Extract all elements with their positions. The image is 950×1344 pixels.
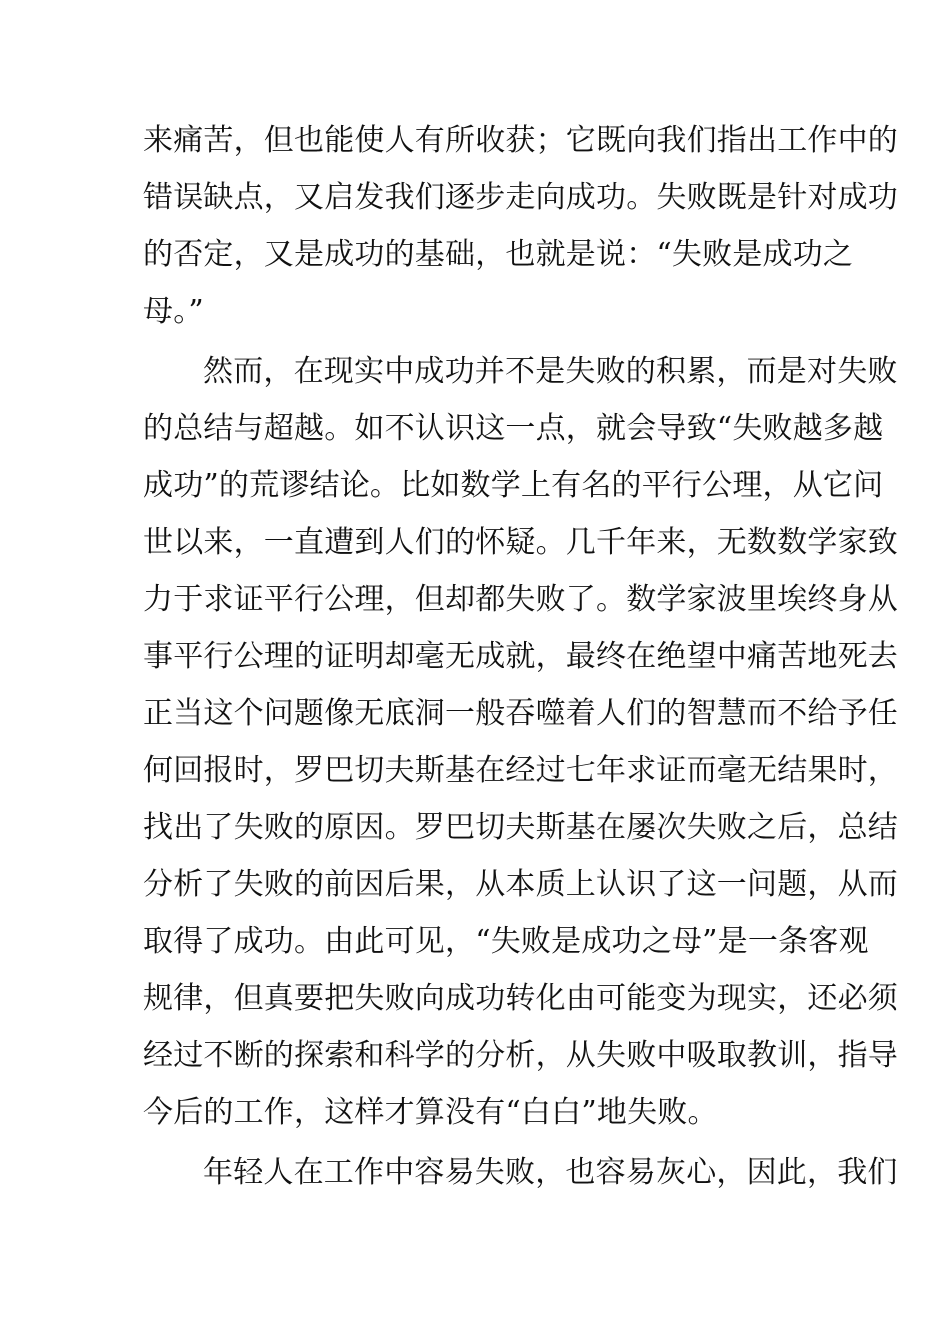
text-line: 何回报时，罗巴切夫斯基在经过七年求证而毫无结果时， [143, 753, 898, 788]
text-line: 来痛苦，但也能使人有所收获；它既向我们指出工作中的 [143, 123, 898, 158]
text-line: 正当这个问题像无底洞一般吞噬着人们的智慧而不给予任 [143, 696, 898, 731]
text-line: 世以来，一直遭到人们的怀疑。几千年来，无数数学家致 [143, 525, 898, 560]
text-line: 取得了成功。由此可见，“失败是成功之母”是一条客观 [143, 924, 869, 959]
text-line: 力于求证平行公理，但却都失败了。数学家波里埃终身从 [143, 582, 898, 617]
text-line: 的否定，又是成功的基础，也就是说：“失败是成功之 [143, 237, 854, 272]
text-line: 分析了失败的前因后果，从本质上认识了这一问题，从而 [143, 867, 898, 902]
text-line: 规律，但真要把失败向成功转化由可能变为现实，还必须 [143, 981, 898, 1016]
text-line: 错误缺点，又启发我们逐步走向成功。失败既是针对成功 [143, 180, 898, 215]
paragraph-first-line: 年轻人在工作中容易失败，也容易灰心，因此，我们 [203, 1155, 898, 1190]
text-line: 成功”的荒谬结论。比如数学上有名的平行公理，从它问 [143, 468, 884, 503]
text-line: 今后的工作，这样才算没有“白白”地失败。 [143, 1095, 718, 1130]
paragraph-first-line: 然而，在现实中成功并不是失败的积累，而是对失败 [203, 354, 898, 389]
text-line: 找出了失败的原因。罗巴切夫斯基在屡次失败之后，总结 [143, 810, 898, 845]
text-line: 事平行公理的证明却毫无成就，最终在绝望中痛苦地死去 [143, 639, 898, 674]
text-line: 的总结与超越。如不认识这一点，就会导致“失败越多越 [143, 411, 884, 446]
text-line: 经过不断的探索和科学的分析，从失败中吸取教训，指导 [143, 1038, 898, 1073]
text-line: 母。” [143, 294, 204, 329]
